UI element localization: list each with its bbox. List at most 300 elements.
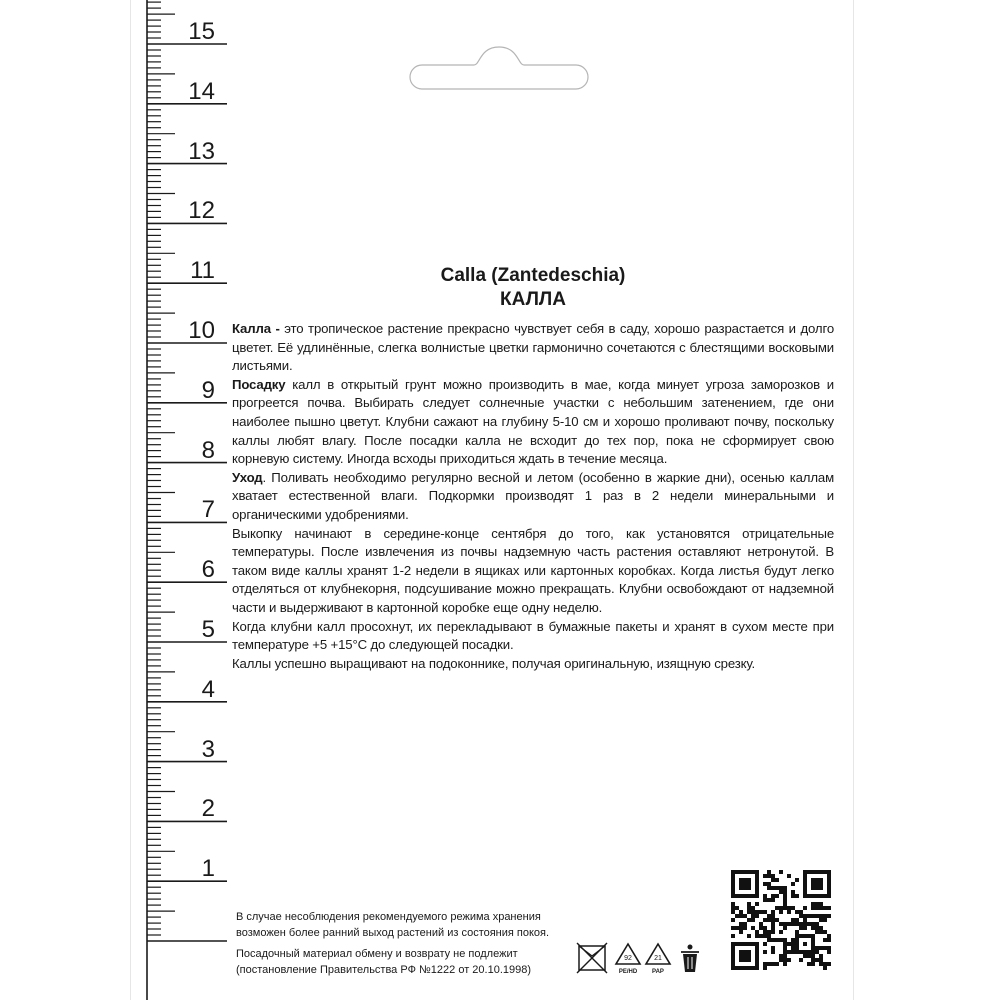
qr-module — [743, 886, 747, 890]
qr-module — [755, 942, 759, 946]
qr-module — [815, 946, 819, 950]
qr-module — [791, 942, 795, 946]
qr-module — [811, 894, 815, 898]
qr-module — [731, 910, 735, 914]
hanger-hole-icon — [408, 43, 590, 93]
qr-module — [779, 954, 783, 958]
qr-module — [803, 886, 807, 890]
qr-module — [791, 890, 795, 894]
qr-module — [819, 906, 823, 910]
qr-module — [767, 886, 771, 890]
qr-module — [755, 910, 759, 914]
qr-module — [815, 870, 819, 874]
qr-module — [819, 894, 823, 898]
qr-module — [735, 942, 739, 946]
qr-module — [815, 878, 819, 882]
qr-module — [767, 930, 771, 934]
qr-module — [819, 914, 823, 918]
qr-module — [811, 882, 815, 886]
ruler-number: 11 — [190, 257, 215, 285]
qr-module — [775, 938, 779, 942]
qr-module — [787, 942, 791, 946]
qr-module — [827, 886, 831, 890]
storage-paragraph: Когда клубни калл просохнут, их перекладывают в бумажные пакеты и хранят в сухом месте при температуре +5 +15°С до следующей посадки. — [232, 618, 834, 653]
qr-module — [779, 938, 783, 942]
qr-module — [803, 926, 807, 930]
qr-module — [827, 962, 831, 966]
qr-module — [823, 930, 827, 934]
qr-module — [747, 942, 751, 946]
care-bold: Уход — [232, 469, 263, 485]
qr-module — [819, 926, 823, 930]
qr-module — [827, 934, 831, 938]
qr-module — [827, 878, 831, 882]
qr-module — [787, 958, 791, 962]
qr-module — [731, 890, 735, 894]
qr-module — [731, 902, 735, 906]
qr-module — [783, 922, 787, 926]
qr-module — [803, 906, 807, 910]
qr-module — [815, 894, 819, 898]
qr-module — [771, 922, 775, 926]
qr-module — [811, 962, 815, 966]
qr-module — [795, 922, 799, 926]
qr-module — [779, 886, 783, 890]
qr-module — [783, 942, 787, 946]
qr-module — [771, 930, 775, 934]
qr-module — [803, 922, 807, 926]
qr-module — [731, 942, 735, 946]
qr-module — [731, 894, 735, 898]
qr-module — [735, 906, 739, 910]
qr-module — [791, 950, 795, 954]
qr-module — [815, 950, 819, 954]
qr-module — [783, 962, 787, 966]
qr-module — [763, 926, 767, 930]
qr-module — [743, 894, 747, 898]
title-latin: Calla (Zantedeschia) — [440, 265, 626, 286]
qr-module — [807, 870, 811, 874]
qr-module — [803, 942, 807, 946]
qr-module — [739, 926, 743, 930]
qr-module — [819, 962, 823, 966]
qr-module — [763, 882, 767, 886]
qr-module — [795, 950, 799, 954]
qr-module — [799, 934, 803, 938]
qr-module — [747, 870, 751, 874]
qr-module — [755, 962, 759, 966]
qr-module — [799, 950, 803, 954]
qr-module — [819, 954, 823, 958]
qr-module — [783, 954, 787, 958]
qr-module — [731, 958, 735, 962]
qr-module — [823, 918, 827, 922]
ruler-number: 3 — [201, 735, 215, 763]
intro-text: это тропическое растение прекрасно чувствует себя в саду, хорошо разрастается и долго цветет. Её удлинённые, слегка волнистые цветки гармонично сочетаются с блестящими восковыми листьями. — [232, 321, 834, 374]
qr-module — [747, 950, 751, 954]
qr-module — [787, 950, 791, 954]
qr-module — [795, 930, 799, 934]
qr-module — [803, 894, 807, 898]
return-line-2: (постановление Правительства РФ №1222 от 20.10.1998) — [236, 963, 532, 976]
qr-module — [803, 918, 807, 922]
qr-module — [747, 878, 751, 882]
qr-module — [811, 950, 815, 954]
qr-module — [775, 894, 779, 898]
qr-module — [755, 934, 759, 938]
trash-bin-icon — [681, 945, 699, 973]
qr-module — [807, 914, 811, 918]
qr-module — [739, 950, 743, 954]
qr-module — [731, 874, 735, 878]
qr-module — [751, 870, 755, 874]
qr-module — [795, 934, 799, 938]
qr-module — [759, 926, 763, 930]
qr-module — [807, 954, 811, 958]
ruler-number: 4 — [201, 675, 215, 703]
qr-module — [779, 922, 783, 926]
qr-module — [811, 954, 815, 958]
qr-module — [803, 950, 807, 954]
qr-module — [739, 882, 743, 886]
qr-module — [763, 930, 767, 934]
qr-module — [731, 934, 735, 938]
qr-module — [771, 918, 775, 922]
qr-module — [763, 966, 767, 970]
qr-module — [783, 902, 787, 906]
qr-module — [731, 906, 735, 910]
qr-module — [763, 918, 767, 922]
qr-module — [775, 918, 779, 922]
qr-module — [747, 902, 751, 906]
qr-module — [739, 914, 743, 918]
qr-module — [783, 886, 787, 890]
qr-module — [779, 910, 783, 914]
qr-module — [807, 950, 811, 954]
qr-module — [787, 910, 791, 914]
qr-module — [767, 918, 771, 922]
qr-module — [815, 958, 819, 962]
qr-module — [803, 874, 807, 878]
qr-module — [759, 934, 763, 938]
qr-module — [747, 882, 751, 886]
qr-module — [803, 882, 807, 886]
qr-module — [799, 910, 803, 914]
qr-module — [783, 894, 787, 898]
qr-module — [803, 934, 807, 938]
qr-module — [811, 870, 815, 874]
qr-module — [819, 958, 823, 962]
qr-module — [743, 882, 747, 886]
ruler-number: 15 — [188, 18, 215, 45]
qr-module — [731, 946, 735, 950]
qr-module — [755, 886, 759, 890]
qr-module — [787, 906, 791, 910]
qr-module — [739, 894, 743, 898]
qr-module — [763, 910, 767, 914]
qr-module — [739, 886, 743, 890]
qr-module — [735, 926, 739, 930]
qr-module — [763, 942, 767, 946]
qr-module — [775, 878, 779, 882]
qr-module — [743, 966, 747, 970]
qr-module — [807, 962, 811, 966]
ruler-number: 1 — [201, 855, 215, 883]
qr-module — [819, 882, 823, 886]
qr-module — [751, 966, 755, 970]
ruler-number: 8 — [201, 436, 215, 464]
qr-module — [783, 926, 787, 930]
qr-module — [767, 938, 771, 942]
qr-module — [743, 954, 747, 958]
recycling-icons — [576, 940, 706, 976]
qr-module — [783, 938, 787, 942]
qr-module — [815, 914, 819, 918]
centimeter-ruler — [130, 0, 240, 1000]
qr-module — [771, 886, 775, 890]
warning-line-1: В случае несоблюдения рекомендуемого режима хранения — [236, 911, 541, 923]
qr-module — [799, 926, 803, 930]
qr-module — [739, 966, 743, 970]
qr-module — [827, 894, 831, 898]
qr-module — [759, 910, 763, 914]
qr-module — [731, 878, 735, 882]
qr-module — [751, 910, 755, 914]
qr-module — [815, 926, 819, 930]
ruler-number: 14 — [188, 77, 215, 105]
qr-module — [811, 886, 815, 890]
qr-module — [751, 914, 755, 918]
qr-module — [763, 874, 767, 878]
warning-line-2: возможен более ранний выход растений из состояния покоя. — [236, 926, 550, 939]
qr-module — [743, 870, 747, 874]
qr-module — [755, 870, 759, 874]
qr-module — [827, 890, 831, 894]
title-russian: КАЛЛА — [500, 289, 566, 310]
qr-code-icon — [731, 870, 831, 970]
qr-module — [767, 870, 771, 874]
qr-module — [819, 946, 823, 950]
care-paragraph — [232, 469, 834, 525]
qr-module — [771, 874, 775, 878]
qr-module — [811, 906, 815, 910]
qr-module — [791, 894, 795, 898]
qr-module — [755, 954, 759, 958]
qr-module — [767, 934, 771, 938]
qr-module — [771, 910, 775, 914]
qr-module — [747, 906, 751, 910]
qr-module — [811, 878, 815, 882]
digging-paragraph: Выкопку начинают в середине-конце сентября до того, как установятся отрицательные температуры. После извлечения из почвы надземную часть растения оставляют нетронутой. В таком виде каллы хранят 1-2 недели в ящиках или картонных коробках. Когда листья будут легко отделяться от клубнекорня, подсушивание можно прекращать. Клубни освобождают от надземной части и выдерживают в картонной коробке еще одну неделю. — [232, 525, 834, 615]
qr-module — [731, 870, 735, 874]
qr-module — [739, 958, 743, 962]
qr-module — [795, 894, 799, 898]
qr-module — [811, 946, 815, 950]
qr-module — [731, 954, 735, 958]
qr-module — [819, 918, 823, 922]
qr-module — [783, 890, 787, 894]
qr-module — [747, 954, 751, 958]
qr-module — [771, 894, 775, 898]
qr-module — [747, 958, 751, 962]
qr-module — [775, 906, 779, 910]
planting-paragraph — [232, 376, 834, 469]
qr-module — [783, 946, 787, 950]
qr-module — [747, 894, 751, 898]
qr-module — [779, 930, 783, 934]
qr-module — [763, 934, 767, 938]
qr-module — [743, 942, 747, 946]
qr-module — [743, 950, 747, 954]
qr-module — [807, 934, 811, 938]
qr-module — [827, 906, 831, 910]
qr-module — [795, 942, 799, 946]
qr-module — [747, 934, 751, 938]
qr-module — [827, 946, 831, 950]
qr-module — [731, 966, 735, 970]
recycle-pap-icon — [646, 944, 670, 975]
qr-module — [731, 962, 735, 966]
qr-module — [739, 922, 743, 926]
qr-module — [751, 942, 755, 946]
qr-module — [771, 914, 775, 918]
qr-module — [815, 882, 819, 886]
qr-module — [803, 954, 807, 958]
qr-module — [807, 922, 811, 926]
qr-module — [823, 946, 827, 950]
qr-module — [763, 950, 767, 954]
recycle-code-1: 92 — [624, 955, 632, 962]
qr-module — [795, 946, 799, 950]
ruler-number: 13 — [188, 137, 215, 165]
qr-module — [731, 886, 735, 890]
qr-module — [795, 938, 799, 942]
return-line-1: Посадочный материал обмену и возврату не подлежит — [236, 948, 518, 960]
qr-module — [755, 890, 759, 894]
qr-module — [807, 894, 811, 898]
qr-module — [823, 914, 827, 918]
qr-module — [823, 894, 827, 898]
qr-module — [771, 938, 775, 942]
qr-module — [755, 966, 759, 970]
qr-module — [731, 882, 735, 886]
qr-module — [803, 914, 807, 918]
qr-module — [767, 914, 771, 918]
footer-notes — [236, 910, 596, 978]
qr-module — [823, 938, 827, 942]
qr-module — [803, 890, 807, 894]
qr-module — [811, 926, 815, 930]
qr-module — [811, 902, 815, 906]
qr-module — [755, 894, 759, 898]
qr-module — [823, 966, 827, 970]
qr-module — [815, 906, 819, 910]
no-bin-box-icon — [577, 943, 607, 973]
qr-module — [779, 890, 783, 894]
qr-module — [731, 918, 735, 922]
ruler-number: 6 — [201, 556, 215, 584]
qr-module — [767, 874, 771, 878]
qr-module — [739, 870, 743, 874]
qr-module — [795, 910, 799, 914]
qr-module — [795, 878, 799, 882]
qr-module — [827, 914, 831, 918]
ruler-number: 9 — [201, 376, 215, 404]
qr-module — [811, 958, 815, 962]
qr-module — [747, 910, 751, 914]
qr-module — [827, 950, 831, 954]
qr-module — [743, 926, 747, 930]
ruler-number: 10 — [188, 317, 215, 344]
qr-module — [819, 886, 823, 890]
qr-module — [775, 886, 779, 890]
qr-module — [803, 870, 807, 874]
qr-module — [783, 906, 787, 910]
qr-module — [787, 874, 791, 878]
qr-module — [823, 906, 827, 910]
planting-bold: Посадку — [232, 376, 286, 392]
qr-module — [823, 962, 827, 966]
qr-module — [755, 950, 759, 954]
qr-module — [751, 894, 755, 898]
qr-module — [783, 950, 787, 954]
qr-module — [819, 930, 823, 934]
ruler-number: 7 — [201, 496, 215, 524]
qr-module — [763, 894, 767, 898]
qr-module — [791, 922, 795, 926]
qr-module — [739, 942, 743, 946]
qr-module — [759, 922, 763, 926]
qr-module — [755, 874, 759, 878]
qr-module — [735, 870, 739, 874]
ruler-number: 2 — [201, 795, 215, 823]
qr-module — [731, 926, 735, 930]
qr-module — [755, 958, 759, 962]
qr-module — [811, 942, 815, 946]
qr-module — [743, 914, 747, 918]
qr-module — [735, 914, 739, 918]
qr-module — [739, 910, 743, 914]
qr-module — [819, 878, 823, 882]
recycle-label-2: PAP — [652, 969, 664, 975]
qr-module — [771, 946, 775, 950]
qr-module — [755, 902, 759, 906]
qr-module — [743, 958, 747, 962]
qr-module — [779, 906, 783, 910]
qr-module — [775, 962, 779, 966]
product-title — [230, 264, 836, 312]
qr-module — [799, 958, 803, 962]
ruler-number: 5 — [201, 616, 215, 643]
qr-module — [799, 922, 803, 926]
qr-module — [755, 882, 759, 886]
qr-module — [827, 870, 831, 874]
qr-module — [763, 898, 767, 902]
qr-module — [763, 962, 767, 966]
qr-module — [751, 926, 755, 930]
qr-module — [819, 902, 823, 906]
qr-module — [739, 954, 743, 958]
qr-module — [779, 958, 783, 962]
qr-module — [747, 966, 751, 970]
qr-module — [739, 878, 743, 882]
qr-module — [823, 870, 827, 874]
qr-module — [783, 898, 787, 902]
qr-module — [827, 874, 831, 878]
qr-module — [747, 886, 751, 890]
qr-module — [743, 878, 747, 882]
qr-module — [783, 958, 787, 962]
